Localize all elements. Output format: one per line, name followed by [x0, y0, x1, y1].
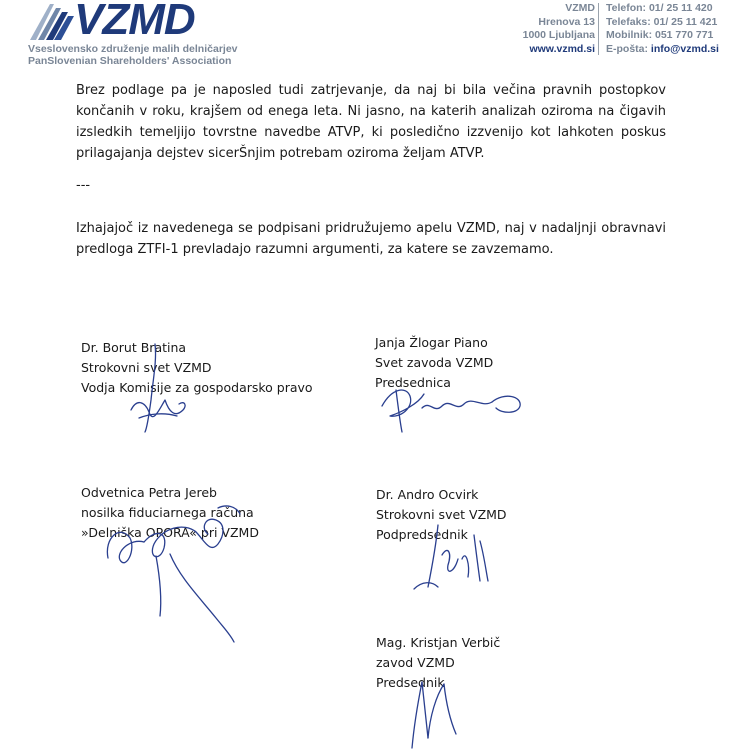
handwritten-signature-verbic	[400, 676, 480, 750]
email-link[interactable]: info@vzmd.si	[650, 42, 719, 55]
body-paragraph-1: Brez podlage pa je naposled tudi zatrjevanje, da naj bi bila večina pravnih postopkov končanih v roku, krajšem od enega leta. Ni jasno, na katerih analizah oziroma na čigavih izsledkih temeljijo tovrstne navedbe ATVP, ki posledično izzvenijo kot lahkoten poskus prilagajanja dejstev sicerŠnjim potrebam oziroma željam ATVP.	[76, 83, 666, 161]
signatory-title: Vodja Komisije za gospodarsko pravo	[81, 380, 313, 395]
signatory-role: Strokovni svet VZMD	[376, 507, 507, 522]
signatory-name: Janja Žlogar Piano	[375, 335, 488, 350]
vzmd-logo-icon	[28, 2, 74, 42]
mobile-number: Mobilnik: 051 770 771	[606, 29, 714, 41]
signatory-title: Podpredsednik	[376, 527, 468, 542]
address-block	[523, 2, 595, 56]
handwritten-signature-bratina	[125, 340, 195, 440]
logo-wordmark: VZMD	[74, 0, 195, 44]
email-label: E-pošta:	[606, 42, 648, 55]
signatory-name: Odvetnica Petra Jereb	[81, 485, 217, 500]
signatory-title: Predsednica	[375, 375, 451, 390]
signatory-name: Mag. Kristjan Verbič	[376, 635, 501, 650]
org-name-slovene: Vseslovensko združenje malih delničarjev	[28, 43, 238, 55]
website-link[interactable]: www.vzmd.si	[529, 42, 595, 55]
address-name: VZMD	[565, 2, 595, 14]
contact-divider	[598, 3, 599, 55]
email-line	[606, 43, 719, 57]
body-paragraph-2: Izhajajoč iz navedenega se podpisani pridružujemo apelu VZMD, naj v nadaljnji obravnavi predloga ZTFI-1 prevladajo razumni argumenti, za katere se zavzemamo.	[76, 221, 666, 257]
signatory-name: Dr. Andro Ocvirk	[376, 487, 479, 502]
handwritten-signature-piano	[372, 378, 532, 438]
signatory-role: nosilka fiduciarnega računa	[81, 505, 254, 520]
signatory-role: Svet zavoda VZMD	[375, 355, 494, 370]
signatory-role: Strokovni svet VZMD	[81, 360, 212, 375]
signatory-role: zavod VZMD	[376, 655, 455, 670]
signatory-title: »Delniška OPORA« pri VZMD	[81, 525, 259, 540]
contact-block	[606, 2, 719, 56]
section-separator: ---	[76, 178, 91, 193]
address-city: 1000 Ljubljana	[522, 29, 595, 41]
fax-number: Telefaks: 01/ 25 11 421	[606, 15, 718, 28]
phone-number: Telefon: 01/ 25 11 420	[606, 2, 713, 14]
handwritten-signature-jereb	[100, 498, 270, 648]
handwritten-signature-ocvirk	[408, 515, 498, 595]
org-name-english: PanSlovenian Shareholders' Association	[28, 55, 232, 67]
signature-block-bratina	[81, 338, 313, 398]
signatory-name: Dr. Borut Bratina	[81, 340, 187, 355]
address-street: Hrenova 13	[538, 15, 595, 28]
signatory-title: Predsednik	[376, 675, 445, 690]
